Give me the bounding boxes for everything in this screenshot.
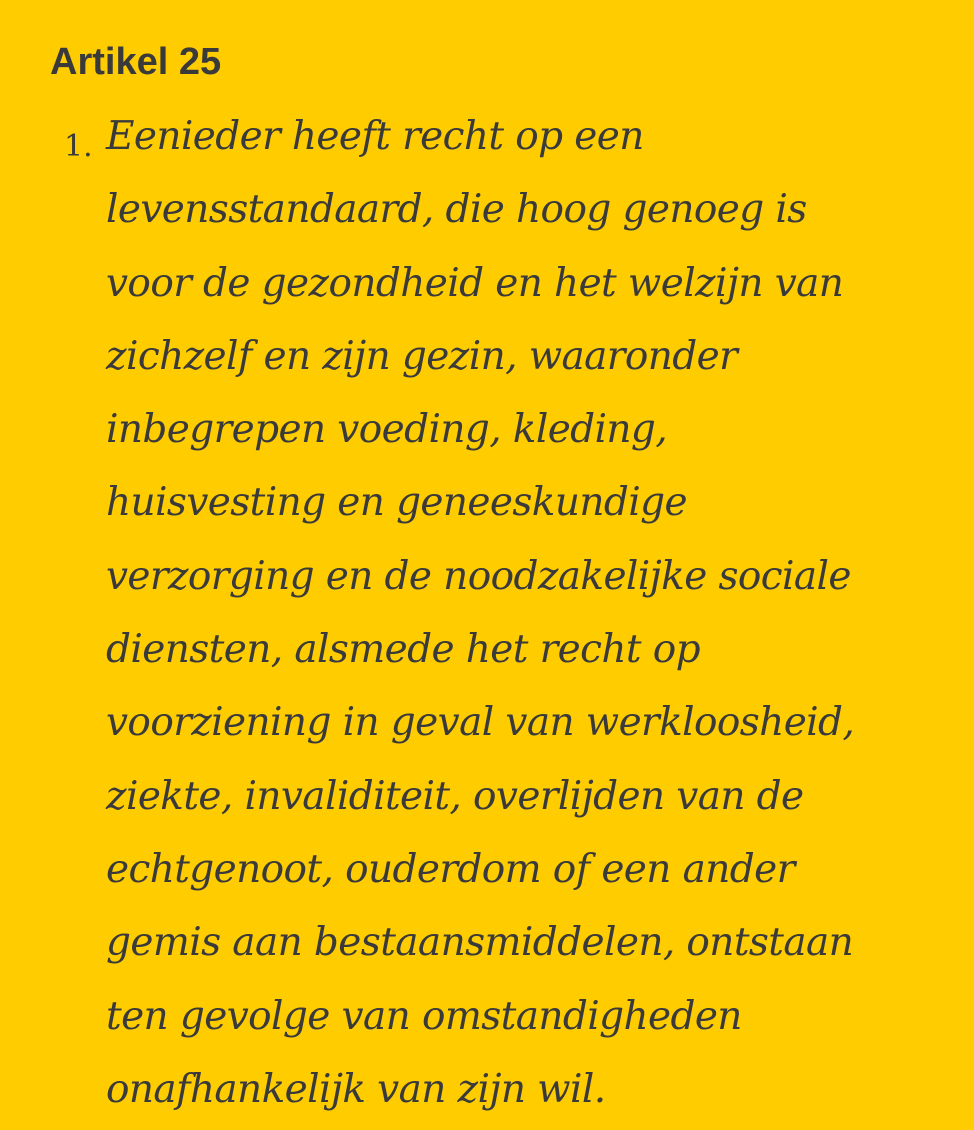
- article-heading: Artikel 25: [50, 41, 222, 83]
- item-text-line: Eenieder heeft recht op een: [106, 114, 644, 159]
- item-text-line: ziekte, invaliditeit, overlijden van de: [106, 773, 804, 819]
- item-text-line: gemis aan bestaansmiddelen, ontstaan: [106, 920, 854, 966]
- item-text-line: echtgenoot, ouderdom of een ander: [106, 846, 795, 892]
- item-text-line: voor de gezondheid en het welzijn van: [106, 260, 844, 306]
- item-text-line: verzorging en de noodzakelijke sociale: [106, 553, 851, 599]
- item-text-line: zichzelf en zijn gezin, waaronder: [106, 333, 738, 379]
- item-text: [106, 100, 854, 1126]
- item-text-line: voorziening in geval van werkloosheid,: [106, 700, 855, 746]
- item-text-line: huisvesting en geneeskundige: [106, 480, 687, 526]
- item-text-line: inbegrepen voeding, kleding,: [106, 407, 668, 453]
- item-number: 1.: [64, 129, 93, 164]
- item-text-line: levensstandaard, die hoog genoeg is: [106, 187, 807, 233]
- item-text-line: onafhankelijk van zijn wil.: [106, 1066, 606, 1112]
- item-text-line: diensten, alsmede het recht op: [106, 627, 701, 673]
- item-text-line: ten gevolge van omstandigheden: [106, 993, 742, 1039]
